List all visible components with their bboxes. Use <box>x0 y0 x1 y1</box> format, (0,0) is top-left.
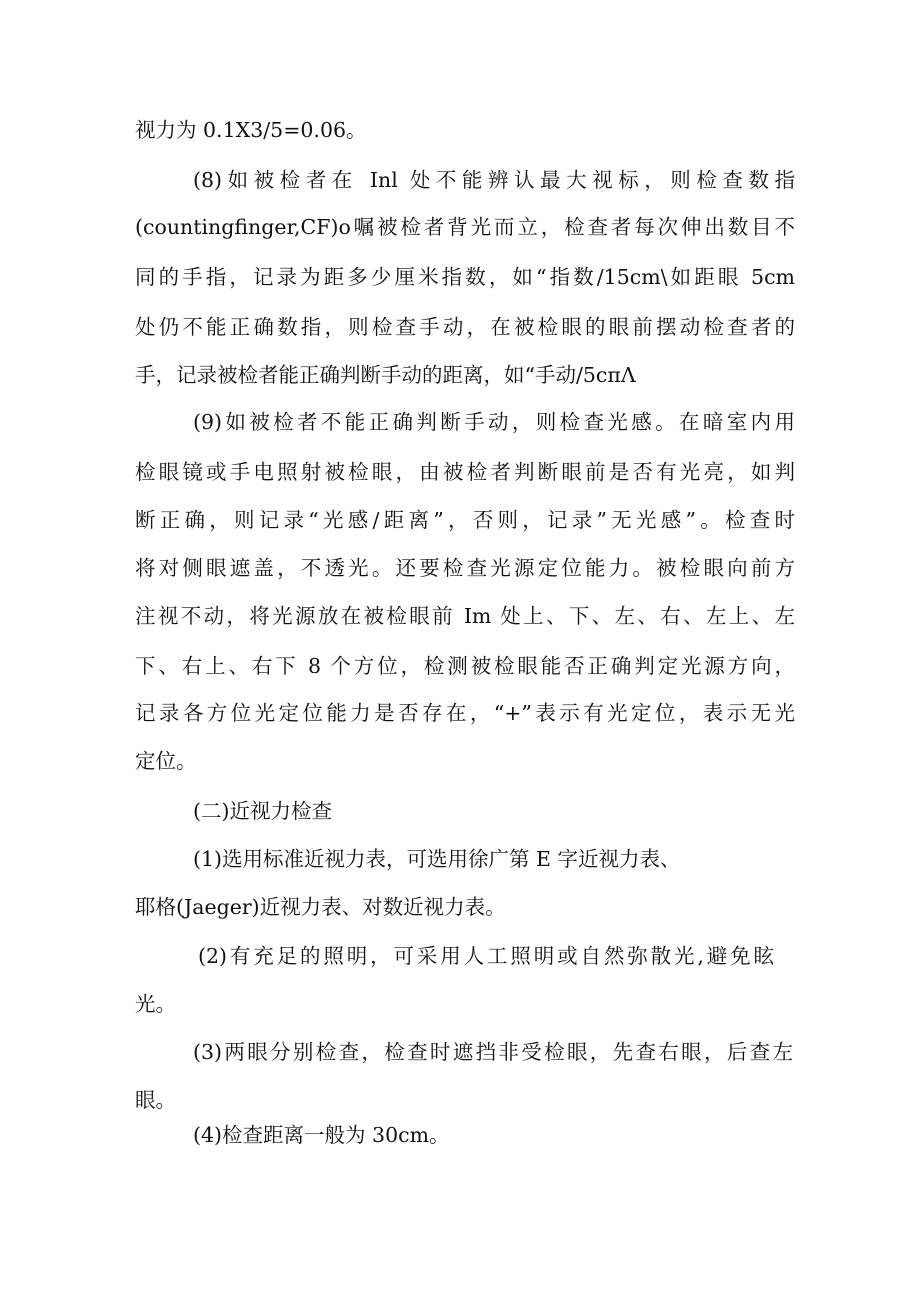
text-line: 将对侧眼遮盖，不透光。还要检查光源定位能力。被检眼向前方 <box>135 556 795 580</box>
text-line: (3)两眼分别检查，检查时遮挡非受检眼，先查右眼，后查左 <box>193 1040 793 1064</box>
section-heading: (二)近视力检查 <box>193 799 332 823</box>
text-line: (9)如被检者不能正确判断手动，则检查光感。在暗室内用 <box>193 410 795 434</box>
text-line: 记录各方位光定位能力是否存在，“+”表示有光定位，表示无光 <box>135 701 795 725</box>
text-line: 视力为 0.1X3/5=0.06。 <box>135 118 367 142</box>
text-line: (2)有充足的照明，可采用人工照明或自然弥散光,避免眩 <box>198 944 774 968</box>
text-line: 检眼镜或手电照射被检眼，由被检者判断眼前是否有光亮，如判 <box>135 460 795 484</box>
text-line: 处仍不能正确数指，则检查手动，在被检眼的眼前摆动检查者的 <box>135 315 795 339</box>
text-line: (1)选用标准近视力表，可选用徐广第 E 字近视力表、 <box>193 847 681 871</box>
text-line: 下、右上、右下 8 个方位，检测被检眼能否正确判定光源方向， <box>135 654 795 678</box>
text-line: (countingfinger,CF)o嘱被检者背光而立，检查者每次伸出数目不 <box>135 215 795 239</box>
text-line: 注视不动，将光源放在被检眼前 Im 处上、下、左、右、左上、左 <box>135 604 795 628</box>
text-line: (4)检查距离一般为 30cm。 <box>193 1123 450 1147</box>
text-line: 光。 <box>135 992 176 1016</box>
text-line: (8)如被检者在 Inl 处不能辨认最大视标，则检查数指 <box>193 168 795 192</box>
text-line: 定位。 <box>135 749 197 773</box>
text-line: 眼。 <box>135 1088 176 1112</box>
text-line: 同的手指，记录为距多少厘米指数，如“指数/15cm\如距眼 5cm <box>135 265 795 289</box>
text-line: 耶格(Jaeger)近视力表、对数近视力表。 <box>135 895 506 919</box>
text-line: 手，记录被检者能正确判断手动的距离，如“手动/5cπΛ <box>135 363 636 387</box>
text-line: 断正确，则记录“光感/距离”，否则，记录”无光感”。检查时 <box>135 508 795 532</box>
